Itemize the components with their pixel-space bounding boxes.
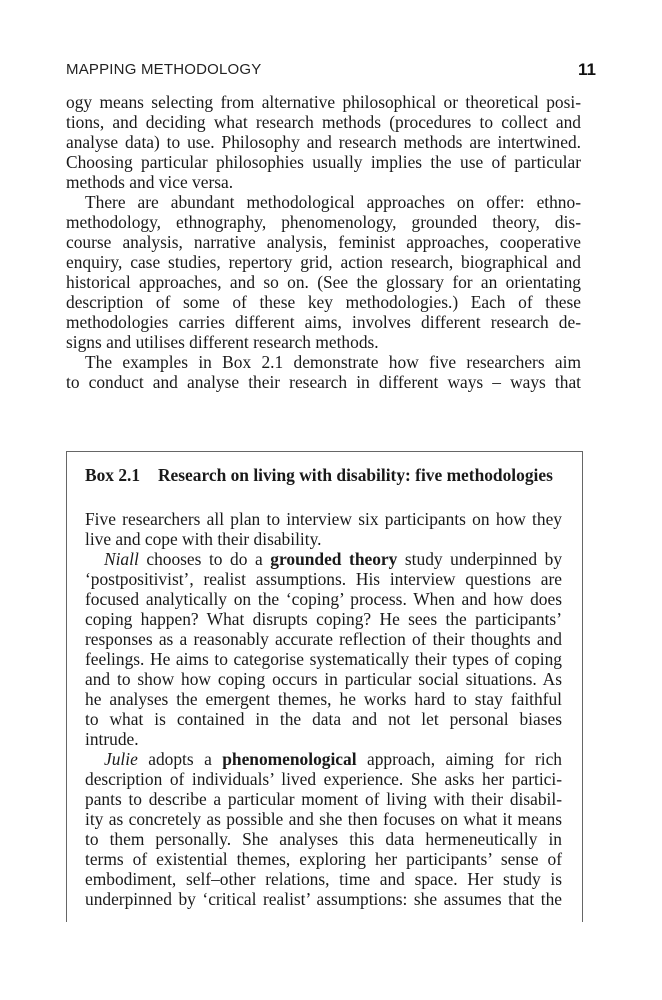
- box-line: Five researchers all plan to interview six participants on how they: [85, 509, 562, 529]
- box-title: [85, 465, 553, 486]
- box-line: underpinned by ‘critical realist’ assumptions: she assumes that the: [85, 889, 562, 909]
- body-line: The examples in Box 2.1 demonstrate how five researchers aim: [85, 352, 581, 372]
- box-heading: Research on living with disability: five methodologies: [158, 465, 553, 485]
- box-line: and to show how coping occurs in particular social situations. As: [85, 669, 562, 689]
- body-line: methods and vice versa.: [66, 172, 234, 192]
- body-line: tions, and deciding what research methods (procedures to collect and: [66, 112, 581, 132]
- body-line: enquiry, case studies, repertory grid, action research, biographical and: [66, 252, 581, 272]
- body-line: to conduct and analyse their research in different ways – ways that: [66, 372, 581, 392]
- box-line: terms of existential themes, exploring her participants’ sense of: [85, 849, 562, 869]
- box-number: Box 2.1: [85, 465, 141, 485]
- box-line: intrude.: [85, 729, 139, 749]
- box-line: coping happen? What disrupts coping? He sees the participants’: [85, 609, 562, 629]
- body-line: historical approaches, and so on. (See the glossary for an orientating: [66, 272, 581, 292]
- box-line: ‘postpositivist’, realist assumptions. His interview questions are: [85, 569, 562, 589]
- body-line: analyse data) to use. Philosophy and research methods are intertwined.: [66, 132, 581, 152]
- body-line: ogy means selecting from alternative philosophical or theoretical posi-: [66, 92, 581, 112]
- box-line: ity as concretely as possible and she then focuses on what it means: [85, 809, 562, 829]
- box-line-julie: Julie adopts a phenomenological approach, aiming for rich: [104, 749, 562, 769]
- box-line: focused analytically on the ‘coping’ process. When and how does: [85, 589, 562, 609]
- box-line: description of individuals’ lived experience. She asks her partici-: [85, 769, 562, 789]
- box-line: embodiment, self–other relations, time and space. Her study is: [85, 869, 562, 889]
- method-term: phenomenological: [222, 749, 357, 769]
- body-line: signs and utilises different research methods.: [66, 332, 379, 352]
- box-line: pants to describe a particular moment of living with their disabil-: [85, 789, 562, 809]
- body-line: description of some of these key methodologies.) Each of these: [66, 292, 581, 312]
- method-term: grounded theory: [270, 549, 398, 569]
- box-line: feelings. He aims to categorise systematically their types of coping: [85, 649, 562, 669]
- body-line: course analysis, narrative analysis, feminist approaches, cooperative: [66, 232, 581, 252]
- box-line: live and cope with their disability.: [85, 529, 322, 549]
- page-number: 11: [578, 60, 596, 79]
- box-line-niall: Niall chooses to do a grounded theory study underpinned by: [104, 549, 563, 569]
- researcher-name: Julie: [104, 749, 138, 769]
- body-line: methodology, ethnography, phenomenology, grounded theory, dis-: [66, 212, 581, 232]
- body-line: methodologies carries different aims, involves different research de-: [66, 312, 581, 332]
- body-line: There are abundant methodological approaches on offer: ethno-: [85, 192, 581, 212]
- box-line: to them personally. She analyses this data hermeneutically in: [85, 829, 562, 849]
- page-header: [66, 61, 596, 83]
- researcher-name: Niall: [104, 549, 139, 569]
- running-head: MAPPING METHODOLOGY: [66, 61, 262, 78]
- box-line: to what is contained in the data and not let personal biases: [85, 709, 562, 729]
- body-line: Choosing particular philosophies usually implies the use of particular: [66, 152, 581, 172]
- box-line: he analyses the emergent themes, he works hard to stay faithful: [85, 689, 562, 709]
- box-line: responses as a reasonably accurate reflection of their thoughts and: [85, 629, 562, 649]
